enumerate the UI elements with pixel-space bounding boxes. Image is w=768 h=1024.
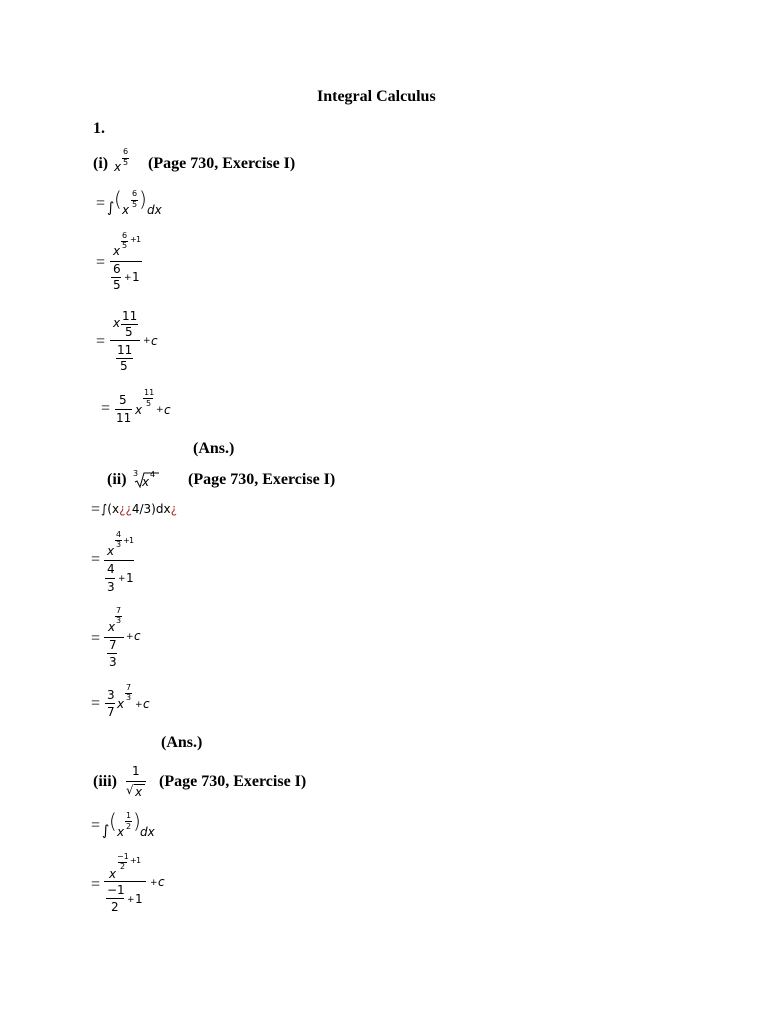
part-iii-page-ref: (Page 730, Exercise I) bbox=[159, 773, 307, 790]
part-i-ans: (Ans.) bbox=[193, 440, 235, 457]
page-title: Integral Calculus bbox=[317, 88, 436, 105]
part-ii-label: (ii) bbox=[107, 471, 127, 488]
part-iii-label: (iii) bbox=[93, 773, 117, 790]
part-i-page-ref: (Page 730, Exercise I) bbox=[148, 155, 296, 172]
part-ii-page-ref: (Page 730, Exercise I) bbox=[188, 471, 336, 488]
question-number: 1. bbox=[93, 120, 105, 137]
part-i-label: (i) bbox=[93, 155, 109, 172]
part-ii-ans: (Ans.) bbox=[161, 734, 203, 751]
